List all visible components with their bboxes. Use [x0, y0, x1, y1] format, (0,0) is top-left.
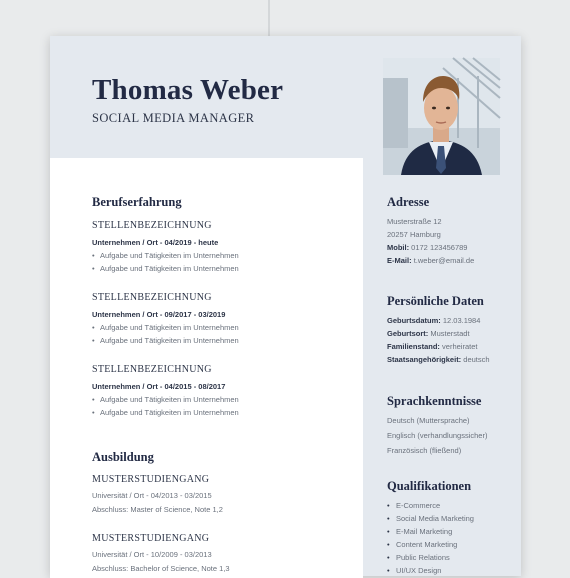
nationality-label: Staatsangehörigkeit:	[387, 355, 462, 364]
section-heading-berufserfahrung: Berufserfahrung	[92, 195, 182, 209]
section-heading-adresse: Adresse	[387, 195, 430, 209]
email-value: t.weber@email.de	[413, 256, 475, 265]
address-email	[387, 256, 474, 265]
address-mobile	[387, 243, 467, 252]
wall-seam	[268, 0, 270, 36]
job-3-bullet-2: • Aufgabe und Tätigkeiten im Unternehmen	[92, 408, 239, 417]
job-1-position: STELLENBEZEICHNUNG	[92, 220, 212, 231]
section-heading-sprachkenntnisse: Sprachkenntnisse	[387, 394, 482, 408]
language-item: Englisch (verhandlungssicher)	[387, 431, 488, 440]
email-label: E-Mail:	[387, 256, 412, 265]
qualification-item: • Content Marketing	[387, 540, 457, 549]
job-1-bullet-2: • Aufgabe und Tätigkeiten im Unternehmen	[92, 264, 239, 273]
address-street: Musterstraße 12	[387, 217, 442, 226]
section-heading-qualifikationen: Qualifikationen	[387, 479, 472, 493]
birthdate-value: 12.03.1984	[442, 316, 481, 325]
personal-row	[387, 329, 470, 338]
qualification-item: • E-Commerce	[387, 501, 440, 510]
personal-row	[387, 355, 490, 364]
edu-2-degree: Abschluss: Bachelor of Science, Note 1,3	[92, 564, 230, 573]
job-1-bullet-1: • Aufgabe und Tätigkeiten im Unternehmen	[92, 251, 239, 260]
marital-status-value: verheiratet	[442, 342, 478, 351]
marital-status-label: Familienstand:	[387, 342, 440, 351]
language-item: Deutsch (Muttersprache)	[387, 416, 470, 425]
mobile-label: Mobil:	[387, 243, 410, 252]
job-3-bullet-1: • Aufgabe und Tätigkeiten im Unternehmen	[92, 395, 239, 404]
resume-name: Thomas Weber	[92, 74, 284, 106]
resume-page	[50, 36, 521, 576]
edu-1-meta: Universität / Ort - 04/2013 - 03/2015	[92, 491, 212, 500]
job-1-meta: Unternehmen / Ort - 04/2019 - heute	[92, 238, 219, 247]
job-3-meta: Unternehmen / Ort - 04/2015 - 08/2017	[92, 382, 226, 391]
section-heading-ausbildung: Ausbildung	[92, 450, 154, 464]
birthdate-label: Geburtsdatum:	[387, 316, 441, 325]
right-column	[363, 158, 521, 578]
language-item: Französisch (fließend)	[387, 446, 462, 455]
qualification-item: • Public Relations	[387, 553, 450, 562]
address-city: 20257 Hamburg	[387, 230, 441, 239]
job-2-bullet-2: • Aufgabe und Tätigkeiten im Unternehmen	[92, 336, 239, 345]
job-2-meta: Unternehmen / Ort - 09/2017 - 03/2019	[92, 310, 226, 319]
nationality-value: deutsch	[463, 355, 490, 364]
personal-row	[387, 316, 480, 325]
resume-job-title: SOCIAL MEDIA MANAGER	[92, 111, 255, 125]
qualification-item: • Social Media Marketing	[387, 514, 474, 523]
qualification-item: • E-Mail Marketing	[387, 527, 452, 536]
qualification-item: • UI/UX Design	[387, 566, 441, 575]
edu-2-program: MUSTERSTUDIENGANG	[92, 533, 210, 544]
birthplace-value: Musterstadt	[430, 329, 470, 338]
edu-2-meta: Universität / Ort - 10/2009 - 03/2013	[92, 550, 212, 559]
job-2-bullet-1: • Aufgabe und Tätigkeiten im Unternehmen	[92, 323, 239, 332]
birthplace-label: Geburtsort:	[387, 329, 429, 338]
edu-1-degree: Abschluss: Master of Science, Note 1,2	[92, 505, 223, 514]
section-heading-persoenliche-daten: Persönliche Daten	[387, 294, 484, 308]
left-column	[50, 158, 363, 578]
job-2-position: STELLENBEZEICHNUNG	[92, 292, 212, 303]
job-3-position: STELLENBEZEICHNUNG	[92, 364, 212, 375]
personal-row	[387, 342, 477, 351]
edu-1-program: MUSTERSTUDIENGANG	[92, 474, 210, 485]
mobile-value: 0172 123456789	[411, 243, 468, 252]
